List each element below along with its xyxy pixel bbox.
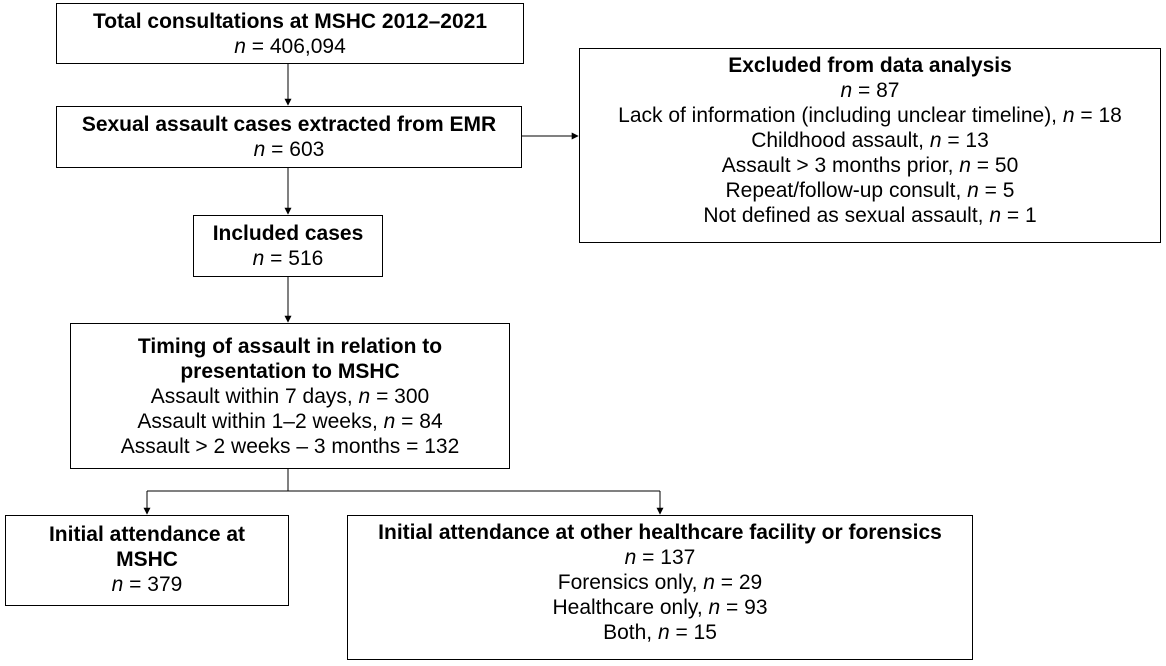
box-title: Initial attendance at other healthcare facility or forensics [378,521,942,544]
box-line [751,128,989,153]
n-symbol: n [358,384,371,408]
box-line [254,137,325,162]
box-title: Timing of assault in relation to [137,334,443,358]
n-symbol: n [967,179,979,202]
line-text: Repeat/follow-up consult, [725,179,968,202]
n-symbol: n [234,34,246,58]
line-text: Not defined as sexual assault, [703,204,990,227]
box-line [151,384,429,409]
box-initial-attendance-other [347,515,973,660]
box-title: MSHC [116,548,178,571]
line-text: = 1 [1001,204,1037,227]
box-initial-attendance-mshc [5,515,289,606]
box-line [618,103,1122,128]
line-text: Both, [603,621,658,644]
n-symbol: n [383,409,396,433]
line-text: = 84 [395,409,443,433]
box-line [703,203,1036,228]
box-line [253,246,324,271]
box-title: Initial attendance at [48,523,246,546]
line-text: = 516 [264,247,324,270]
n-symbol: n [959,154,971,177]
line-text: = 300 [370,384,430,408]
box-included-cases [193,215,383,277]
box-line [726,178,1015,203]
box-title: Excluded from data analysis [728,54,1012,77]
box-line [112,572,183,597]
n-symbol: n [252,247,265,270]
n-symbol: n [840,79,853,102]
box-line [722,153,1019,178]
line-text: = 603 [265,138,325,161]
line-text: = 15 [669,621,717,644]
box-line [137,409,442,434]
box-line [603,620,717,645]
line-text: Forensics only, [557,571,704,594]
box-line [841,78,900,103]
line-text: Assault within 7 days, [150,384,359,408]
box-total-consultations [56,3,524,64]
line-text: = 29 [714,571,763,594]
box-line [121,434,460,459]
box-line [625,545,696,570]
box-line [234,34,346,59]
line-text: = 50 [970,154,1019,177]
line-text: = 87 [852,79,900,102]
line-text: = 5 [978,179,1015,202]
line-text: Healthcare only, [552,596,709,619]
n-symbol: n [989,204,1002,227]
n-symbol: n [1062,104,1075,127]
line-text: = 406,094 [245,34,346,58]
box-line [552,595,767,620]
n-symbol: n [111,573,124,596]
box-timing-of-assault [70,323,510,469]
n-symbol: n [657,621,670,644]
n-symbol: n [708,596,721,619]
n-symbol: n [624,546,637,569]
box-cases-extracted [56,106,522,168]
n-symbol: n [703,571,715,594]
line-text: = 93 [720,596,768,619]
box-title: Included cases [212,222,364,245]
line-text: = 379 [123,573,183,596]
line-text: = 18 [1074,104,1122,127]
box-title: Total consultations at MSHC 2012–2021 [92,9,488,33]
box-line [558,570,762,595]
line-text: Assault > 3 months prior, [721,154,960,177]
line-text: Assault > 2 weeks – 3 months = 132 [120,434,460,458]
line-text: = 137 [636,546,696,569]
box-title: Sexual assault cases extracted from EMR [81,113,497,136]
line-text: Childhood assault, [751,129,930,152]
line-text: Lack of information (including unclear timeline), [618,104,1063,127]
box-title: presentation to MSHC [180,359,400,383]
n-symbol: n [253,138,266,161]
box-excluded [579,48,1161,243]
line-text: = 13 [941,129,989,152]
n-symbol: n [929,129,942,152]
line-text: Assault within 1–2 weeks, [137,409,384,433]
